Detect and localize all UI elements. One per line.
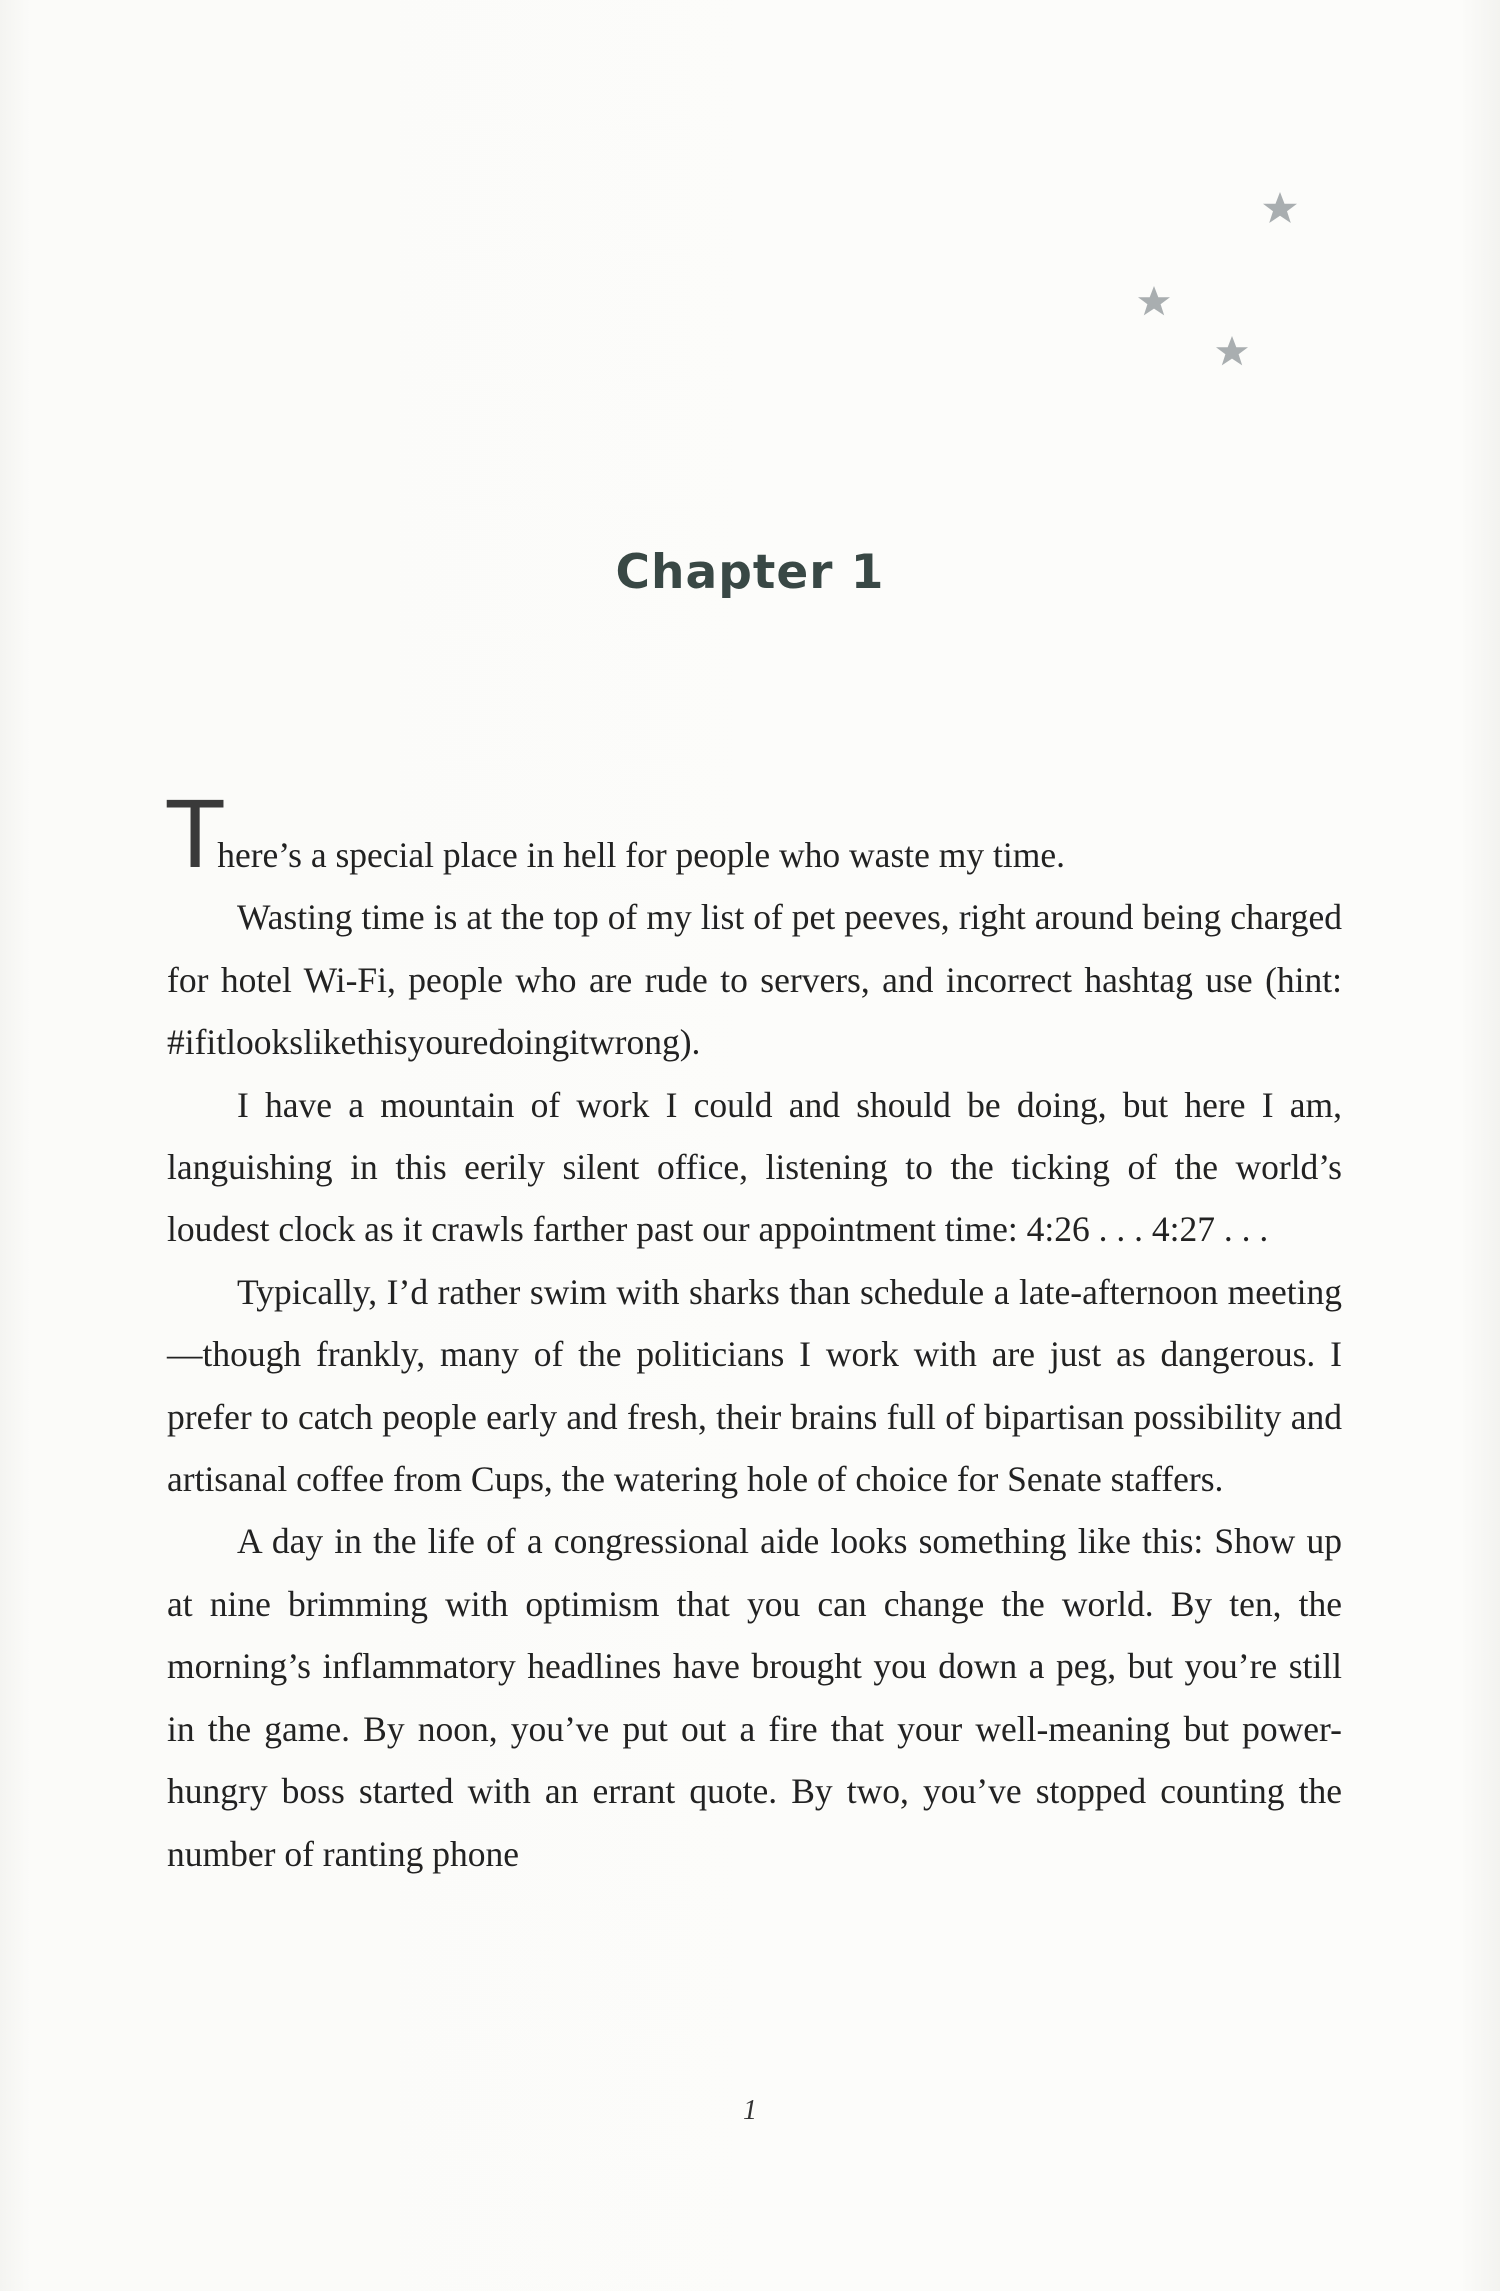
paragraph-text: here’s a special place in hell for people who waste my time. xyxy=(217,835,1065,875)
chapter-body xyxy=(167,782,1342,1885)
paragraph: I have a mountain of work I could and should be doing, but here I am, languishing in this eerily silent office, listening to the ticking of the world’s loudest clock as it crawls farther past our appointment time: 4:26 . . . 4:27 . . . xyxy=(167,1084,1342,1250)
paragraph xyxy=(167,782,1342,889)
paragraph: Wasting time is at the top of my list of pet peeves, right around being charged for hotel Wi-Fi, people who are rude to servers, and incorrect hashtag use (hint: #ifitlookslikethisyouredoingitwrong). xyxy=(167,897,1342,1063)
chapter-title: Chapter 1 xyxy=(615,545,885,600)
paragraph: Typically, I’d rather swim with sharks than schedule a late-afternoon meeting—though frankly, many of the politicians I work with are just as dangerous. I prefer to catch people early and fresh, their brains full of bipartisan possibility and artisanal coffee from Cups, the watering hole of choice for Senate staffers. xyxy=(167,1271,1342,1500)
paragraph: A day in the life of a congressional aide looks something like this: Show up at nine brimming with optimism that you can change the world. By ten, the morning’s inflammatory headlines have brought you down a peg, but you’re still in the game. By noon, you’ve put out a fire that your well-meaning but power-hungry boss started with an errant quote. By two, you’ve stopped counting the number of ranting phone xyxy=(167,1521,1342,1874)
page-number: 1 xyxy=(743,2095,757,2126)
stars-ornament-icon xyxy=(1100,190,1340,390)
drop-cap: T xyxy=(167,782,218,889)
star-icon xyxy=(1216,336,1248,365)
star-icon xyxy=(1263,192,1297,223)
star-icon xyxy=(1138,286,1170,315)
